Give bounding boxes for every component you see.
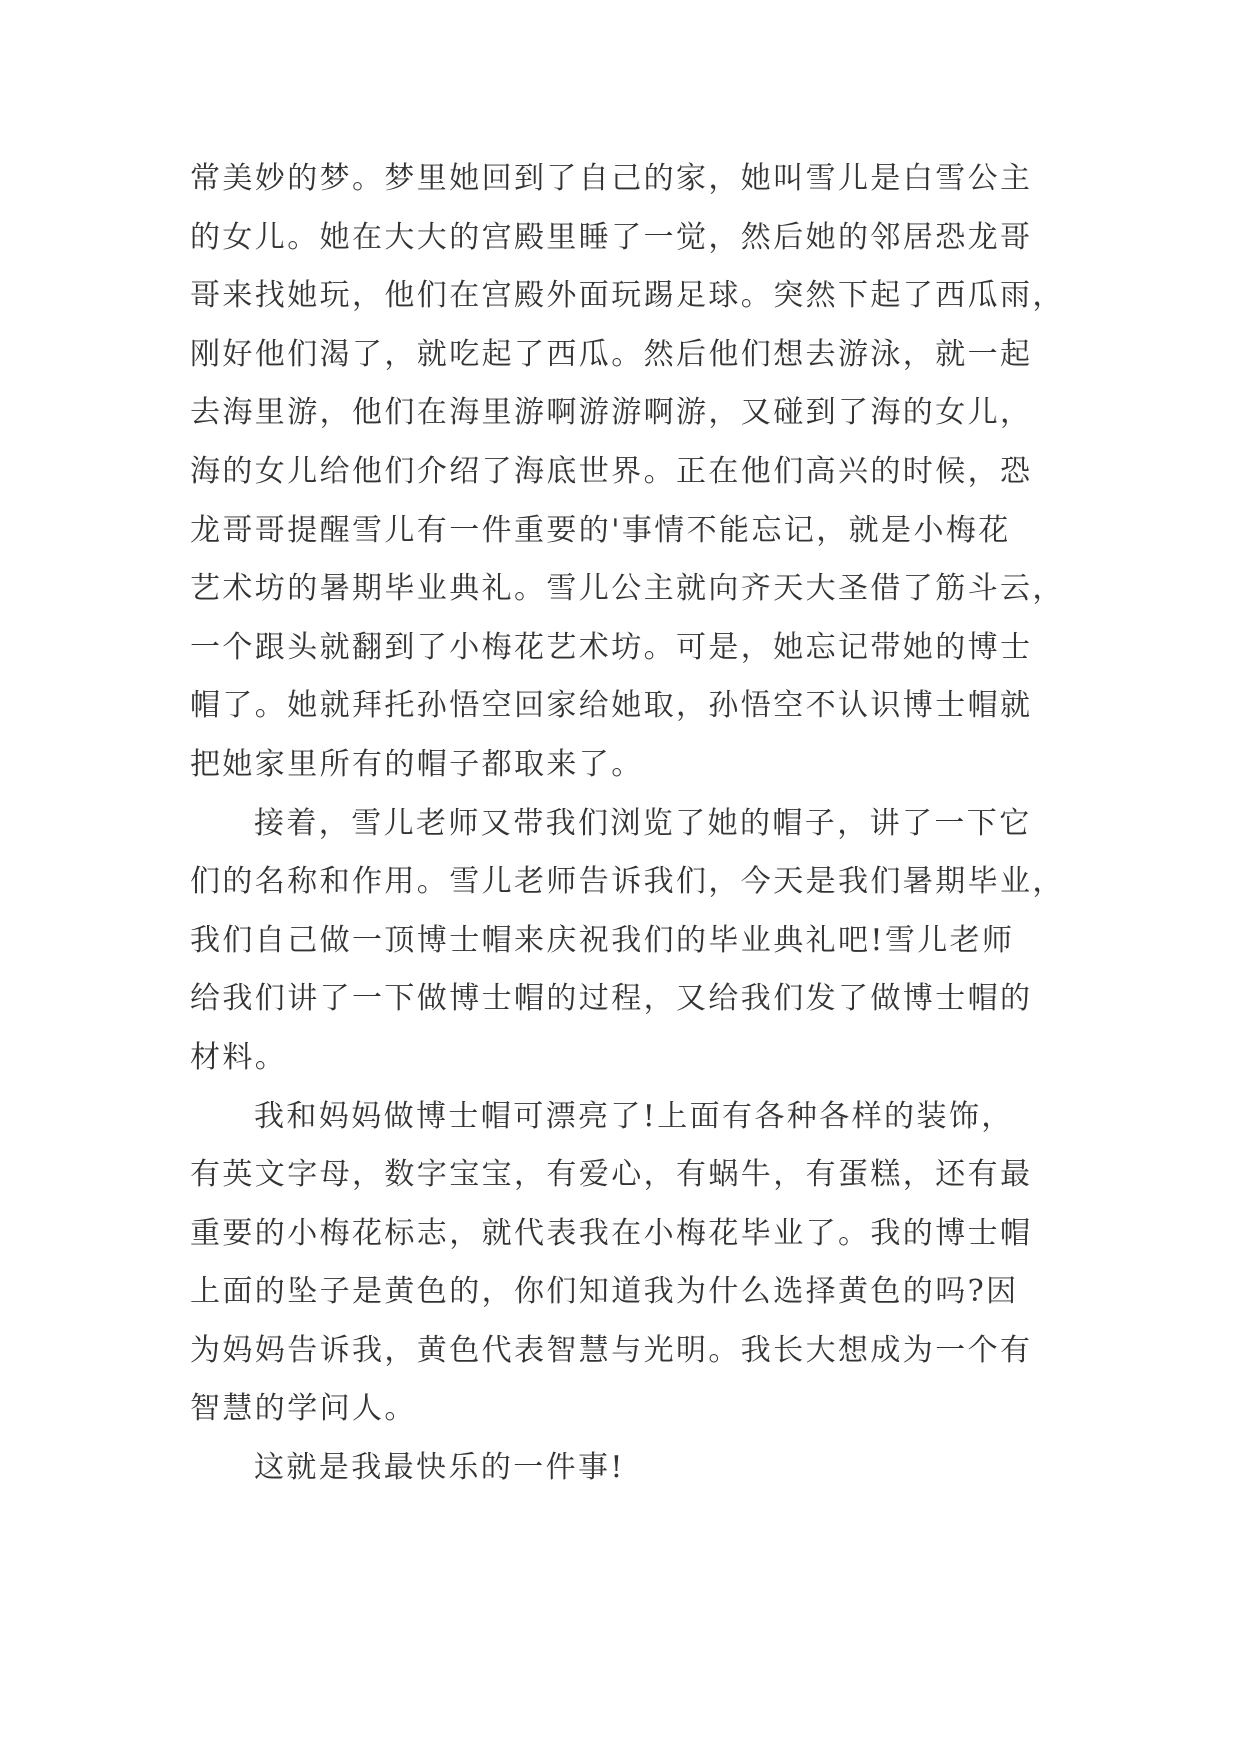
paragraph-2-line-4: 给我们讲了一下做博士帽的过程，又给我们发了做博士帽的: [190, 981, 1033, 1017]
paragraph-1-line-11: 把她家里所有的帽子都取来了。: [190, 746, 644, 782]
paragraph-1-line-3: 哥来找她玩，他们在宫殿外面玩踢足球。突然下起了西瓜雨，: [190, 278, 1065, 314]
paragraph-3-line-6: 智慧的学问人。: [190, 1391, 417, 1427]
paragraph-1-line-8: 艺术坊的暑期毕业典礼。雪儿公主就向齐天大圣借了筋斗云，: [190, 571, 1065, 607]
paragraph-1-line-10: 帽了。她就拜托孙悟空回家给她取，孙悟空不认识博士帽就: [190, 688, 1033, 724]
paragraph-1-line-1: 常美妙的梦。梦里她回到了自己的家，她叫雪儿是白雪公主: [190, 161, 1033, 196]
paragraph-1-line-2: 的女儿。她在大大的宫殿里睡了一觉，然后她的邻居恐龙哥: [190, 219, 1033, 255]
paragraph-4-line-1: 这就是我最快乐的一件事!: [254, 1450, 625, 1486]
paragraph-3-line-2: 有英文字母，数字宝宝，有爱心，有蜗牛，有蛋糕，还有最: [190, 1157, 1033, 1193]
paragraph-2-line-2: 们的名称和作用。雪儿老师告诉我们，今天是我们暑期毕业，: [190, 864, 1065, 900]
paragraph-3-line-3: 重要的小梅花标志，就代表我在小梅花毕业了。我的博士帽: [190, 1215, 1033, 1251]
essay-body: [190, 150, 1070, 1498]
paragraph-2-line-5: 材料。: [190, 1039, 288, 1075]
paragraph-1-line-7: 龙哥哥提醒雪儿有一件重要的'事情不能忘记，就是小梅花: [190, 512, 1011, 548]
paragraph-3-line-4: 上面的坠子是黄色的，你们知道我为什么选择黄色的吗?因: [190, 1274, 1019, 1310]
paragraph-3-line-5: 为妈妈告诉我，黄色代表智慧与光明。我长大想成为一个有: [190, 1332, 1033, 1368]
paragraph-1-line-6: 海的女儿给他们介绍了海底世界。正在他们高兴的时候，恐: [190, 453, 1033, 489]
paragraph-2-line-1: 接着，雪儿老师又带我们浏览了她的帽子，讲了一下它: [254, 805, 1032, 841]
paragraph-2-line-3: 我们自己做一顶博士帽来庆祝我们的毕业典礼吧!雪儿老师: [190, 922, 1015, 958]
paragraph-1-line-9: 一个跟头就翻到了小梅花艺术坊。可是，她忘记带她的博士: [190, 629, 1033, 665]
paragraph-1-line-4: 刚好他们渴了，就吃起了西瓜。然后他们想去游泳，就一起: [190, 336, 1033, 372]
paragraph-1-line-5: 去海里游，他们在海里游啊游游啊游，又碰到了海的女儿，: [190, 395, 1033, 431]
paragraph-3-line-1: 我和妈妈做博士帽可漂亮了!上面有各种各样的装饰，: [254, 1098, 1014, 1134]
